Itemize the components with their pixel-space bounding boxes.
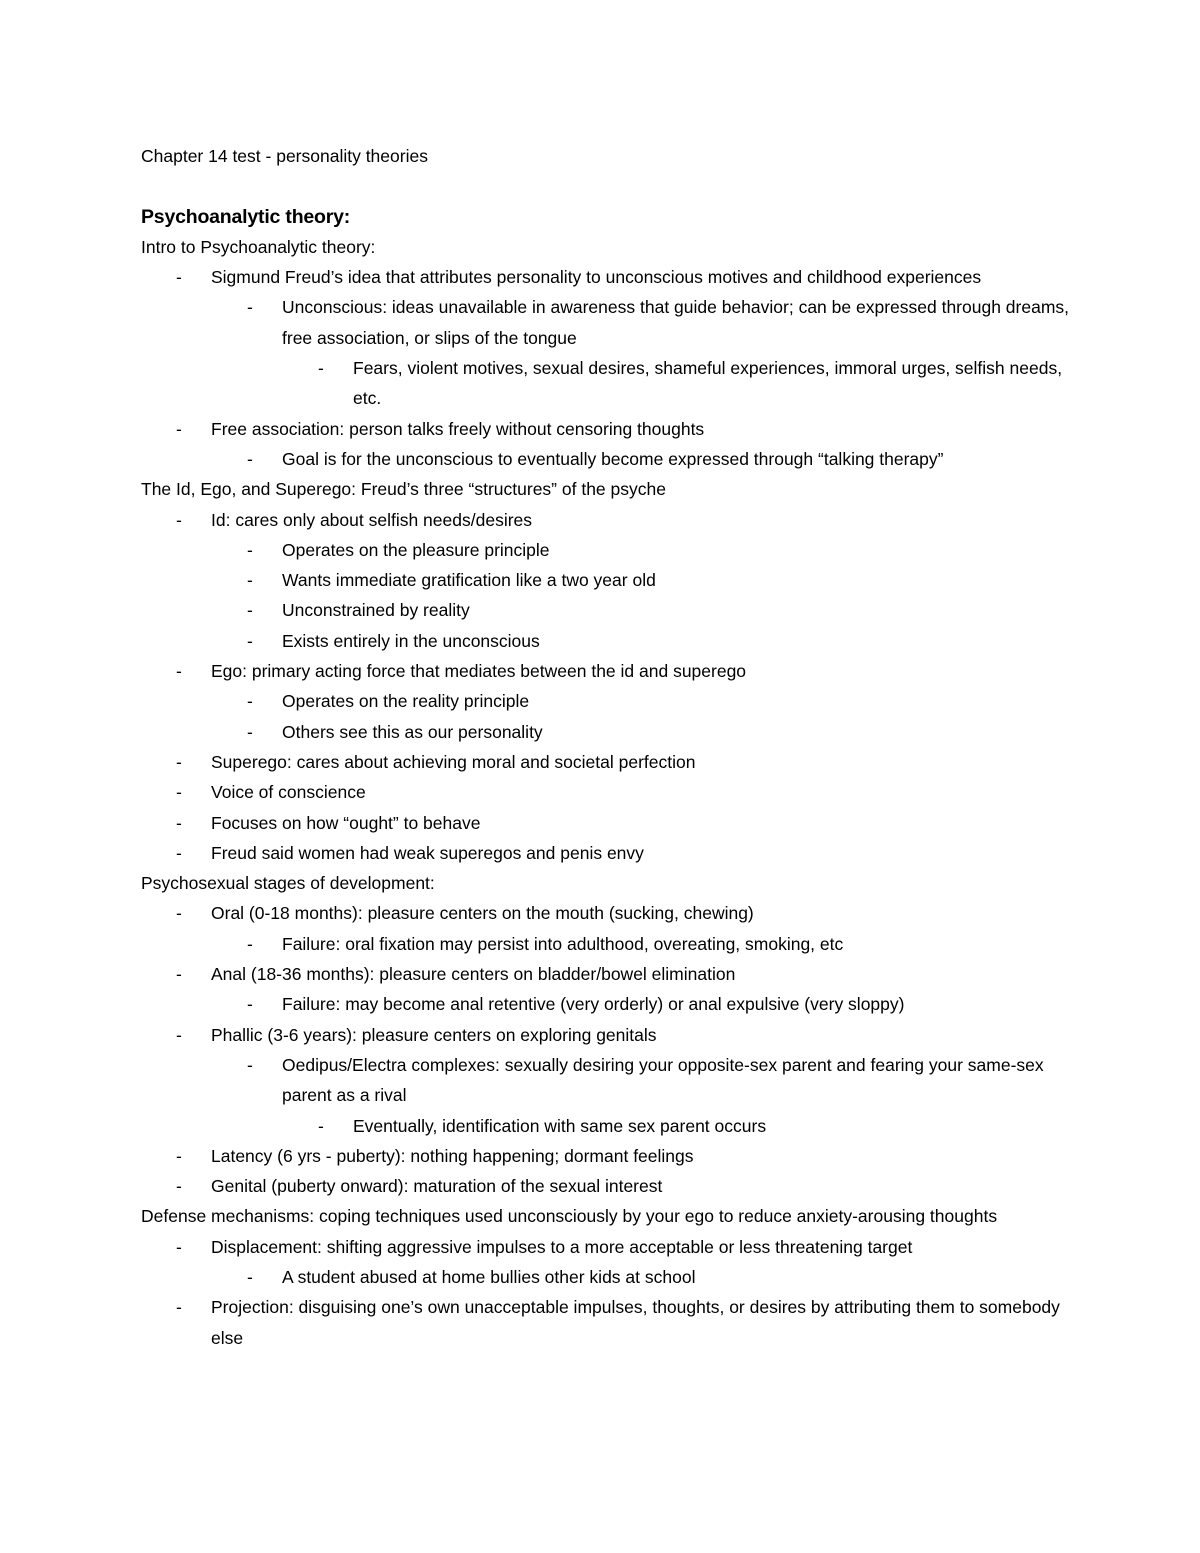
line-text: Psychosexual stages of development: — [141, 873, 435, 894]
bullet-marker: - — [176, 418, 182, 439]
bullet-marker: - — [176, 661, 182, 682]
bullet-item — [141, 1292, 1071, 1353]
outline-heading — [141, 1201, 1071, 1231]
bullet-item — [141, 1232, 1071, 1262]
line-text: Exists entirely in the unconscious — [282, 630, 540, 651]
bullet-item — [141, 717, 1071, 747]
bullet-item — [141, 929, 1071, 959]
bullet-marker: - — [247, 1266, 253, 1287]
bullet-item — [141, 353, 1071, 414]
line-text: Operates on the reality principle — [282, 691, 530, 712]
bullet-marker: - — [247, 933, 253, 954]
bullet-marker: - — [247, 630, 253, 651]
bullet-item — [141, 1020, 1071, 1050]
line-text: Free association: person talks freely without censoring thoughts — [211, 418, 705, 439]
bullet-item — [141, 444, 1071, 474]
line-text: Defense mechanisms: coping techniques used unconsciously by your ego to reduce anxiety-arousing thoughts — [141, 1206, 998, 1227]
outline-heading — [141, 232, 1071, 262]
bullet-item — [141, 1171, 1071, 1201]
document-body — [141, 141, 1071, 1353]
line-text: Failure: may become anal retentive (very orderly) or anal expulsive (very sloppy) — [282, 994, 905, 1015]
line-text: Fears, violent motives, sexual desires, shameful experiences, immoral urges, selfish needs, etc. — [353, 358, 1063, 409]
bullet-item — [141, 505, 1071, 535]
line-text: Projection: disguising one’s own unacceptable impulses, thoughts, or desires by attributing them to somebody else — [211, 1297, 1060, 1348]
line-text: Goal is for the unconscious to eventually become expressed through “talking therapy” — [282, 448, 944, 469]
bullet-item — [141, 535, 1071, 565]
line-text: Eventually, identification with same sex parent occurs — [353, 1115, 767, 1136]
bullet-marker: - — [176, 267, 182, 288]
line-text: Others see this as our personality — [282, 721, 543, 742]
line-text: Ego: primary acting force that mediates between the id and superego — [211, 661, 747, 682]
bullet-item — [141, 656, 1071, 686]
line-text: Superego: cares about achieving moral and societal perfection — [211, 751, 696, 772]
line-text: Displacement: shifting aggressive impulses to a more acceptable or less threatening target — [211, 1236, 913, 1257]
bullet-item — [141, 959, 1071, 989]
line-text: Anal (18-36 months): pleasure centers on bladder/bowel elimination — [211, 964, 736, 985]
line-text: Genital (puberty onward): maturation of the sexual interest — [211, 1176, 663, 1197]
bullet-marker: - — [176, 782, 182, 803]
bullet-marker: - — [176, 1176, 182, 1197]
line-text: Id: cares only about selfish needs/desires — [211, 509, 533, 530]
document-title: Chapter 14 test - personality theories — [141, 146, 428, 166]
bullet-marker: - — [247, 994, 253, 1015]
line-text: Operates on the pleasure principle — [282, 539, 550, 560]
outline-list — [141, 232, 1071, 1353]
bullet-item — [141, 1141, 1071, 1171]
bullet-marker: - — [176, 1024, 182, 1045]
bullet-marker: - — [176, 842, 182, 863]
bullet-marker: - — [176, 1236, 182, 1257]
line-text: The Id, Ego, and Superego: Freud’s three “structures” of the psyche — [141, 479, 666, 500]
bullet-item — [141, 1262, 1071, 1292]
line-text: Voice of conscience — [211, 782, 366, 803]
bullet-marker: - — [176, 1145, 182, 1166]
blank-line — [141, 171, 1071, 201]
section-heading: Psychoanalytic theory: — [141, 205, 351, 228]
bullet-item — [141, 686, 1071, 716]
bullet-item — [141, 989, 1071, 1019]
bullet-item — [141, 1050, 1071, 1111]
bullet-item — [141, 292, 1071, 353]
bullet-item — [141, 898, 1071, 928]
bullet-marker: - — [318, 1115, 324, 1136]
bullet-marker: - — [247, 600, 253, 621]
bullet-marker: - — [247, 539, 253, 560]
bullet-item — [141, 626, 1071, 656]
bullet-marker: - — [176, 1297, 182, 1318]
bullet-item — [141, 838, 1071, 868]
bullet-item — [141, 747, 1071, 777]
bullet-marker: - — [318, 358, 324, 379]
bullet-marker: - — [247, 721, 253, 742]
bullet-marker: - — [247, 448, 253, 469]
line-text: Wants immediate gratification like a two year old — [282, 570, 656, 591]
bullet-marker: - — [176, 509, 182, 530]
bullet-item — [141, 595, 1071, 625]
bullet-marker: - — [176, 812, 182, 833]
bullet-marker: - — [247, 570, 253, 591]
line-text: Freud said women had weak superegos and penis envy — [211, 842, 644, 863]
line-text: Intro to Psychoanalytic theory: — [141, 236, 376, 257]
bullet-marker: - — [176, 751, 182, 772]
line-text: Oral (0-18 months): pleasure centers on the mouth (sucking, chewing) — [211, 903, 754, 924]
bullet-item — [141, 262, 1071, 292]
bullet-marker: - — [176, 903, 182, 924]
line-text: Focuses on how “ought” to behave — [211, 812, 481, 833]
bullet-marker: - — [176, 964, 182, 985]
bullet-item — [141, 1111, 1071, 1141]
bullet-item — [141, 808, 1071, 838]
line-text: Sigmund Freud’s idea that attributes personality to unconscious motives and childhood experiences — [211, 267, 982, 288]
line-text: Oedipus/Electra complexes: sexually desiring your opposite-sex parent and fearing your same-sex parent as a rival — [282, 1054, 1044, 1106]
bullet-item — [141, 414, 1071, 444]
bullet-item — [141, 777, 1071, 807]
outline-heading — [141, 474, 1071, 504]
line-text: Unconstrained by reality — [282, 600, 470, 621]
bullet-marker: - — [247, 1054, 253, 1075]
bullet-marker: - — [247, 297, 253, 318]
bullet-marker: - — [247, 691, 253, 712]
line-text: Latency (6 yrs - puberty): nothing happening; dormant feelings — [211, 1145, 694, 1166]
line-text: Unconscious: ideas unavailable in awareness that guide behavior; can be expressed through dreams, free association, or slips of the tongue — [282, 297, 1070, 348]
line-text: Phallic (3-6 years): pleasure centers on exploring genitals — [211, 1024, 657, 1045]
outline-heading — [141, 868, 1071, 898]
line-text: A student abused at home bullies other kids at school — [282, 1266, 696, 1287]
line-text: Failure: oral fixation may persist into adulthood, overeating, smoking, etc — [282, 933, 844, 954]
bullet-item — [141, 565, 1071, 595]
